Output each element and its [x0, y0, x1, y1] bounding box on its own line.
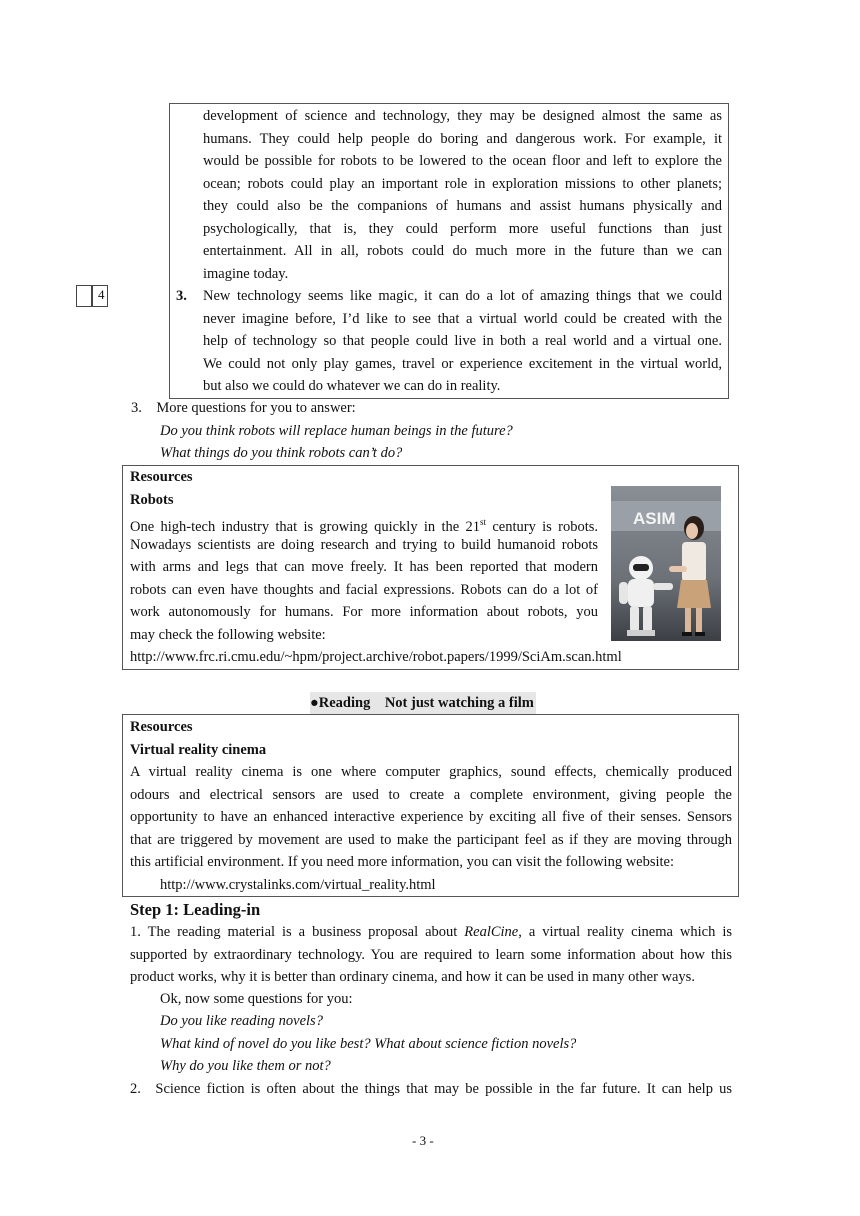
robot-photo [611, 486, 721, 641]
resources-robots-text [130, 466, 622, 669]
text-line: may check the following website: [130, 626, 326, 643]
text-line: We could not only play games, travel or experience excitement in the virtual world, [203, 355, 722, 372]
text-line: that are triggered by movement are used to make the participant feel as if they are moving through [130, 831, 732, 848]
text-line: with arms and legs that can move freely. It has been reported that modern [130, 559, 598, 575]
text-line: odours and electrical sensors are used to create a complete environment, giving people the [130, 786, 732, 803]
text-line: humans. They could help people do boring and dangerous work. For example, it [203, 130, 722, 147]
text-line: 1. The reading material is a business proposal about RealCine, a virtual reality cinema which is [130, 924, 732, 940]
questions-intro: Ok, now some questions for you: [160, 991, 353, 1007]
question: What things do you think robots can’t do? [160, 445, 403, 461]
step1-paragraph [130, 921, 732, 989]
resources-title: Virtual reality cinema [130, 741, 267, 758]
text-line: this artificial environment. If you need more information, you can visit the following website: [130, 854, 675, 870]
question: What kind of novel do you like best? What about science fiction novels? [160, 1036, 577, 1052]
text-line: imagine today. [203, 265, 289, 282]
text-line: product works, why it is better than ordinary cinema, and how it can be used in many other ways. [130, 969, 695, 985]
product-name: RealCine [464, 924, 519, 940]
reading-title: Reading Not just watching a film [318, 695, 534, 711]
resources-title: Robots [130, 491, 174, 508]
question: Do you think robots will replace human beings in the future? [160, 423, 513, 439]
question: Why do you like them or not? [160, 1058, 331, 1074]
resources-url[interactable]: http://www.frc.ri.cmu.edu/~hpm/project.archive/robot.papers/1999/SciAm.scan.html [130, 649, 622, 665]
text-line: supported by extraordinary technology. You are required to learn some information about how this [130, 946, 732, 963]
step-heading: Step 1: Leading-in [130, 900, 261, 919]
question: Do you like reading novels? [160, 1013, 323, 1029]
text-line: A virtual reality cinema is one where computer graphics, sound effects, chemically produced [130, 764, 732, 780]
item-number: 3. [176, 288, 187, 304]
resources-vr-text [130, 716, 732, 896]
text-line: would be possible for robots to be lowered to the ocean floor and left to explore the [203, 153, 722, 169]
text-line: never imagine before, I’d like to see that a virtual world could be created with the [203, 310, 722, 327]
resources-url[interactable]: http://www.crystalinks.com/virtual_reality.html [160, 876, 436, 893]
text-line: help of technology so that people could live in both a real world and a virtual one. [203, 333, 722, 349]
text-line: New technology seems like magic, it can do a lot of amazing things that we could [203, 288, 722, 304]
text-line: work autonomously for humans. For more information about robots, you [130, 604, 598, 620]
margin-marker: 4 [98, 287, 105, 302]
asimo-logo-text: ASIM [633, 509, 676, 528]
resources-label: Resources [130, 469, 193, 485]
answer-box-text [203, 105, 722, 398]
questions-heading: 3. More questions for you to answer: [131, 400, 356, 416]
text-line: they could also be the companions of humans and assist humans physically and [203, 198, 722, 214]
text-line: ocean; robots could play an important role in exploration missions to other planets; [203, 175, 722, 192]
page-number: - 3 - [412, 1133, 434, 1148]
text-line: psychologically, that is, they could perform more useful functions than just [203, 220, 722, 237]
reading-heading [310, 692, 536, 715]
resources-label: Resources [130, 719, 193, 735]
text-line: opportunity to have an enhanced interactive experience by exciting all five of their senses. Sensors [130, 809, 732, 825]
bullet-icon: ● [310, 695, 319, 711]
text-line: Nowadays scientists are doing research and trying to build humanoid robots [130, 536, 598, 553]
text-line: entertainment. All in all, robots could do much more in the future than we can [203, 243, 722, 259]
text-line: development of science and technology, they may be designed almost the same as [203, 108, 722, 124]
text-line: but also we could do whatever we can do in reality. [203, 378, 501, 394]
text-line: 2. Science fiction is often about the things that may be possible in the far future. It can help us [130, 1081, 732, 1097]
text-line: robots can even have thoughts and facial expressions. Robots can do a lot of [130, 581, 598, 598]
text-line: One high-tech industry that is growing quickly in the 21st century is robots. [130, 517, 599, 535]
robot-photo-image [611, 486, 721, 641]
